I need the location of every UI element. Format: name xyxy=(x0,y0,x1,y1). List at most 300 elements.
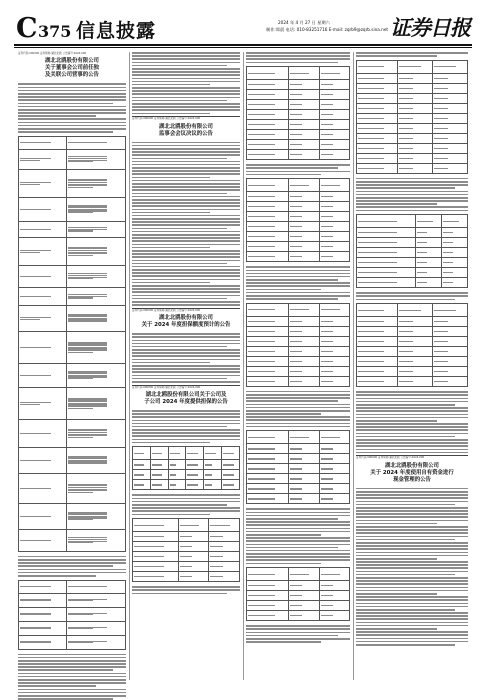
text-line xyxy=(132,58,240,60)
text-line xyxy=(356,548,468,550)
table-cell-text xyxy=(358,108,384,109)
text-line xyxy=(246,553,350,555)
text-line xyxy=(246,556,350,558)
text-line xyxy=(356,494,468,496)
table-row xyxy=(19,221,126,237)
table-row xyxy=(19,580,126,593)
table-cell-text xyxy=(434,118,448,119)
text-line xyxy=(18,93,126,95)
text-line xyxy=(18,96,126,98)
text-line xyxy=(246,426,350,428)
text-line xyxy=(246,279,338,281)
table-cell-text xyxy=(321,185,340,186)
table-row xyxy=(357,327,468,337)
text-line xyxy=(246,559,350,561)
table-cell-text xyxy=(290,331,302,332)
table-cell-text xyxy=(290,84,302,85)
table-cell-text xyxy=(434,168,448,169)
text-line xyxy=(132,514,210,516)
text-line xyxy=(246,544,350,546)
table-row xyxy=(19,305,126,331)
table-row xyxy=(19,447,126,473)
table-cell-text xyxy=(321,331,333,332)
text-line xyxy=(246,512,350,514)
text-line xyxy=(356,299,455,301)
table-cell-text xyxy=(248,154,275,155)
text-line xyxy=(246,174,321,176)
text-line xyxy=(132,349,240,351)
table-row xyxy=(133,460,240,470)
text-line xyxy=(356,442,468,444)
table-row xyxy=(247,242,350,252)
table-cell-text xyxy=(248,206,275,207)
table-cell-text xyxy=(443,232,453,233)
text-line xyxy=(132,423,240,425)
table-cell-text xyxy=(248,341,275,342)
text-line xyxy=(18,128,126,130)
table-cell-text xyxy=(134,556,164,557)
table-row xyxy=(357,238,468,248)
table-cell-text xyxy=(358,381,384,382)
table-cell-text xyxy=(321,498,333,499)
headline-line: 现金管理的公告 xyxy=(393,476,431,483)
table-cell-text xyxy=(321,216,333,217)
text-line xyxy=(356,622,468,624)
table-cell-text xyxy=(170,484,177,485)
table-cell-text xyxy=(358,232,397,233)
text-line xyxy=(132,199,240,201)
table-cell-text xyxy=(20,276,51,277)
text-line xyxy=(132,189,240,191)
data-table xyxy=(18,580,126,650)
table-row xyxy=(247,212,350,222)
table-cell-text xyxy=(358,168,384,169)
text-line xyxy=(132,71,240,73)
text-line xyxy=(356,398,468,400)
table-cell-text xyxy=(443,262,453,263)
text-line xyxy=(18,682,126,684)
table-cell-text xyxy=(434,310,456,311)
article-body xyxy=(246,164,350,175)
headline-line: 湖北北鸥股份有限公司 xyxy=(159,315,213,322)
text-line xyxy=(132,413,240,415)
text-line xyxy=(356,545,468,547)
text-line xyxy=(132,272,240,274)
text-line xyxy=(246,52,350,54)
text-line xyxy=(132,288,240,290)
table-cell-text xyxy=(290,185,309,186)
text-line xyxy=(356,292,468,294)
text-line xyxy=(356,184,468,186)
table-cell-text xyxy=(290,574,309,575)
table-row xyxy=(357,248,468,258)
text-line xyxy=(18,572,126,574)
table-cell-text xyxy=(434,108,448,109)
table-cell-text xyxy=(321,154,333,155)
table-cell-text xyxy=(180,536,192,537)
text-line xyxy=(132,250,240,252)
table-row xyxy=(247,150,350,160)
table-cell-text xyxy=(223,464,233,465)
text-line xyxy=(132,381,240,383)
table-cell-text xyxy=(248,124,275,125)
table-cell-text xyxy=(248,256,275,257)
table-cell-text xyxy=(210,546,222,547)
table-cell-text xyxy=(210,525,229,526)
text-line xyxy=(132,93,240,95)
text-line xyxy=(356,445,468,447)
table-cell-text xyxy=(180,576,192,577)
table-cell-text xyxy=(434,351,448,352)
table-cell-text xyxy=(20,586,51,587)
table-cell-text xyxy=(20,433,51,434)
table-row xyxy=(133,447,240,460)
table-cell-text xyxy=(248,488,275,489)
text-line xyxy=(356,516,468,518)
article-headline-2 xyxy=(132,124,240,138)
table-cell-text xyxy=(434,361,448,362)
table-row xyxy=(357,215,468,228)
text-line xyxy=(132,212,210,214)
table-row xyxy=(357,268,468,278)
table-cell-text xyxy=(20,488,51,489)
table-cell-text xyxy=(248,574,275,575)
text-line xyxy=(356,491,468,493)
table-cell-text xyxy=(321,351,333,352)
text-line xyxy=(132,266,240,268)
table-cell-text xyxy=(358,138,384,139)
text-line xyxy=(132,586,240,588)
table-row xyxy=(357,278,468,288)
text-line xyxy=(356,552,468,554)
text-line xyxy=(132,346,227,348)
text-line xyxy=(356,55,437,57)
text-line xyxy=(132,256,240,258)
text-line xyxy=(246,638,350,640)
table-row xyxy=(247,110,350,120)
article-meta: 证券代码:000000 证券简称:湖北北鸥 公告编号:2024-000 xyxy=(132,308,201,312)
table-cell-text xyxy=(290,361,302,362)
table-row xyxy=(357,377,468,387)
article-body xyxy=(246,52,350,63)
text-line xyxy=(132,173,240,175)
table-cell-text xyxy=(290,321,302,322)
page-number: 375 xyxy=(38,22,72,41)
article-body xyxy=(18,83,126,132)
table-row xyxy=(357,123,468,133)
table-cell-text xyxy=(358,371,384,372)
table-row xyxy=(357,367,468,377)
article-headline-3 xyxy=(132,315,240,329)
text-line xyxy=(18,125,126,127)
text-line xyxy=(132,375,240,377)
table-cell-text xyxy=(248,498,275,499)
text-line xyxy=(246,270,350,272)
table-cell-text xyxy=(290,585,302,586)
table-cell-text xyxy=(434,66,456,67)
text-line xyxy=(18,679,126,681)
table-row xyxy=(247,80,350,90)
text-line xyxy=(246,58,350,60)
table-cell-text xyxy=(248,104,275,105)
text-line xyxy=(132,285,240,287)
table-cell-text xyxy=(248,134,275,135)
table-cell-text xyxy=(20,516,51,517)
text-line xyxy=(18,685,96,687)
table-row xyxy=(247,611,350,621)
table-cell-text xyxy=(321,124,333,125)
text-line xyxy=(356,513,468,515)
table-row xyxy=(247,474,350,484)
data-table xyxy=(246,567,350,621)
table-row xyxy=(133,470,240,480)
table-row xyxy=(357,143,468,153)
text-line xyxy=(132,291,240,293)
text-line xyxy=(132,234,240,236)
table-cell-text xyxy=(417,252,427,253)
table-cell-text xyxy=(399,118,413,119)
text-line xyxy=(18,666,126,668)
table-cell-text xyxy=(321,361,333,362)
table-cell-text xyxy=(321,468,333,469)
table-cell-text xyxy=(134,484,144,485)
text-line xyxy=(356,510,468,512)
table-row xyxy=(19,237,126,265)
text-line xyxy=(356,410,468,412)
table-cell-text xyxy=(417,221,433,222)
text-line xyxy=(18,673,126,675)
data-table xyxy=(18,136,126,552)
table-cell-text xyxy=(68,321,107,322)
table-row xyxy=(19,503,126,529)
text-line xyxy=(18,131,113,133)
text-line xyxy=(356,417,468,419)
text-line xyxy=(132,145,240,147)
table-cell-text xyxy=(321,206,333,207)
table-cell-text xyxy=(321,246,333,247)
table-cell-text xyxy=(399,66,421,67)
text-line xyxy=(246,285,350,287)
text-line xyxy=(18,556,126,558)
table-cell-text xyxy=(152,484,162,485)
text-line xyxy=(132,362,210,364)
text-line xyxy=(356,558,437,560)
table-row xyxy=(247,252,350,262)
table-row xyxy=(357,317,468,327)
text-line xyxy=(132,340,240,342)
column-1 xyxy=(18,52,126,680)
data-table xyxy=(246,178,350,262)
table-cell-text xyxy=(399,331,413,332)
text-line xyxy=(132,97,240,99)
table-cell-text xyxy=(358,310,384,311)
table-row xyxy=(247,568,350,581)
text-line xyxy=(132,359,240,361)
table-cell-text xyxy=(68,408,93,409)
table-row xyxy=(247,376,350,386)
text-line xyxy=(132,593,227,595)
table-cell-text xyxy=(358,252,397,253)
table-row xyxy=(247,454,350,464)
table-cell-text xyxy=(68,352,93,353)
article-meta: 证券代码:000000 证券简称:湖北北鸥 公告编号:2024-000 xyxy=(18,52,87,55)
table-cell-text xyxy=(358,148,384,149)
table-cell-text xyxy=(20,229,51,230)
table-cell-text xyxy=(443,252,453,253)
table-row xyxy=(19,607,126,621)
text-line xyxy=(246,62,338,64)
table-cell-text xyxy=(248,309,275,310)
text-line xyxy=(356,404,455,406)
table-cell-text xyxy=(358,361,384,362)
table-cell-text xyxy=(20,296,51,297)
article-body xyxy=(356,391,468,453)
table-cell-text xyxy=(68,142,107,143)
table-row xyxy=(357,347,468,357)
table-cell-text xyxy=(290,595,302,596)
text-line xyxy=(18,565,113,567)
text-line xyxy=(246,397,350,399)
text-line xyxy=(356,571,468,573)
text-line xyxy=(132,371,240,373)
table-cell-text xyxy=(248,236,275,237)
text-line xyxy=(356,542,468,544)
table-row xyxy=(19,363,126,387)
text-line xyxy=(132,416,240,418)
text-line xyxy=(132,494,240,496)
table-cell-text xyxy=(358,98,384,99)
text-line xyxy=(132,81,240,83)
text-line xyxy=(356,532,468,534)
table-cell-text xyxy=(290,381,302,382)
table-cell-text xyxy=(248,185,275,186)
text-line xyxy=(246,400,338,402)
table-cell-text xyxy=(20,375,51,376)
table-cell-text xyxy=(417,242,427,243)
text-line xyxy=(132,237,240,239)
table-cell-text xyxy=(68,437,93,438)
table-cell-text xyxy=(248,615,275,616)
text-line xyxy=(132,154,240,156)
article-body xyxy=(18,654,126,700)
table-row xyxy=(19,621,126,635)
table-cell-text xyxy=(170,453,180,454)
text-line xyxy=(18,695,126,697)
text-line xyxy=(132,202,240,204)
text-line xyxy=(246,413,321,415)
table-row xyxy=(133,562,240,572)
table-cell-text xyxy=(321,94,333,95)
table-cell-text xyxy=(205,474,212,475)
headline-line: 湖北北鸥股份有限公司关于公司及 xyxy=(145,391,227,398)
text-line xyxy=(132,221,240,223)
table-row xyxy=(19,331,126,363)
text-line xyxy=(18,103,113,105)
table-row xyxy=(357,93,468,103)
table-cell-text xyxy=(321,585,333,586)
table-cell-text xyxy=(434,128,448,129)
table-cell-text xyxy=(248,595,275,596)
text-line xyxy=(132,253,240,255)
table-cell-text xyxy=(417,262,427,263)
masthead-rule xyxy=(14,44,472,46)
table-cell-text xyxy=(321,595,333,596)
text-line xyxy=(356,197,468,199)
table-row xyxy=(19,169,126,197)
table-row xyxy=(357,133,468,143)
text-line xyxy=(18,90,126,92)
table-cell-text xyxy=(399,361,413,362)
text-line xyxy=(132,215,240,217)
text-line xyxy=(132,74,240,76)
table-cell-text xyxy=(321,381,333,382)
text-line xyxy=(132,158,227,160)
table-cell-text xyxy=(321,448,333,449)
text-line xyxy=(356,206,468,208)
data-table xyxy=(246,430,350,504)
text-line xyxy=(132,352,240,354)
text-line xyxy=(132,260,240,262)
table-cell-text xyxy=(290,478,302,479)
text-line xyxy=(132,205,240,207)
table-cell-text xyxy=(20,627,51,628)
table-cell-text xyxy=(248,351,275,352)
table-cell-text xyxy=(152,453,162,454)
table-row xyxy=(19,473,126,503)
text-line xyxy=(356,583,468,585)
data-table xyxy=(132,446,240,490)
text-line xyxy=(246,632,350,634)
editor-contact: 制作:郑晨 电话: 010-83251716 E-mail: zqrb9@zqrb.sina.net xyxy=(266,27,389,32)
table-cell-text xyxy=(290,196,302,197)
text-line xyxy=(132,507,240,509)
table-cell-text xyxy=(68,297,93,298)
text-line xyxy=(356,429,468,431)
table-cell-text xyxy=(205,484,212,485)
text-line xyxy=(246,419,350,421)
table-cell-text xyxy=(358,331,384,332)
table-cell-text xyxy=(434,321,448,322)
table-cell-text xyxy=(434,98,448,99)
table-row xyxy=(247,464,350,474)
text-line xyxy=(132,442,210,444)
masthead xyxy=(14,14,472,44)
text-line xyxy=(18,562,126,564)
table-cell-text xyxy=(248,321,275,322)
table-row xyxy=(19,265,126,287)
table-cell-text xyxy=(321,574,340,575)
table-cell-text xyxy=(399,310,421,311)
text-line xyxy=(356,634,468,636)
table-row xyxy=(247,431,350,444)
table-cell-text xyxy=(248,478,275,479)
table-row xyxy=(357,73,468,83)
table-row xyxy=(247,366,350,376)
text-line xyxy=(356,401,468,403)
text-line xyxy=(246,550,350,552)
text-line xyxy=(132,275,240,277)
table-row xyxy=(133,552,240,562)
table-cell-text xyxy=(358,66,384,67)
table-cell-text xyxy=(358,221,397,222)
article-body xyxy=(246,266,350,299)
table-cell-text xyxy=(290,236,302,237)
text-line xyxy=(132,142,240,144)
table-cell-text xyxy=(321,134,333,135)
column-4 xyxy=(356,52,468,680)
table-row xyxy=(19,287,126,305)
table-cell-text xyxy=(358,78,384,79)
